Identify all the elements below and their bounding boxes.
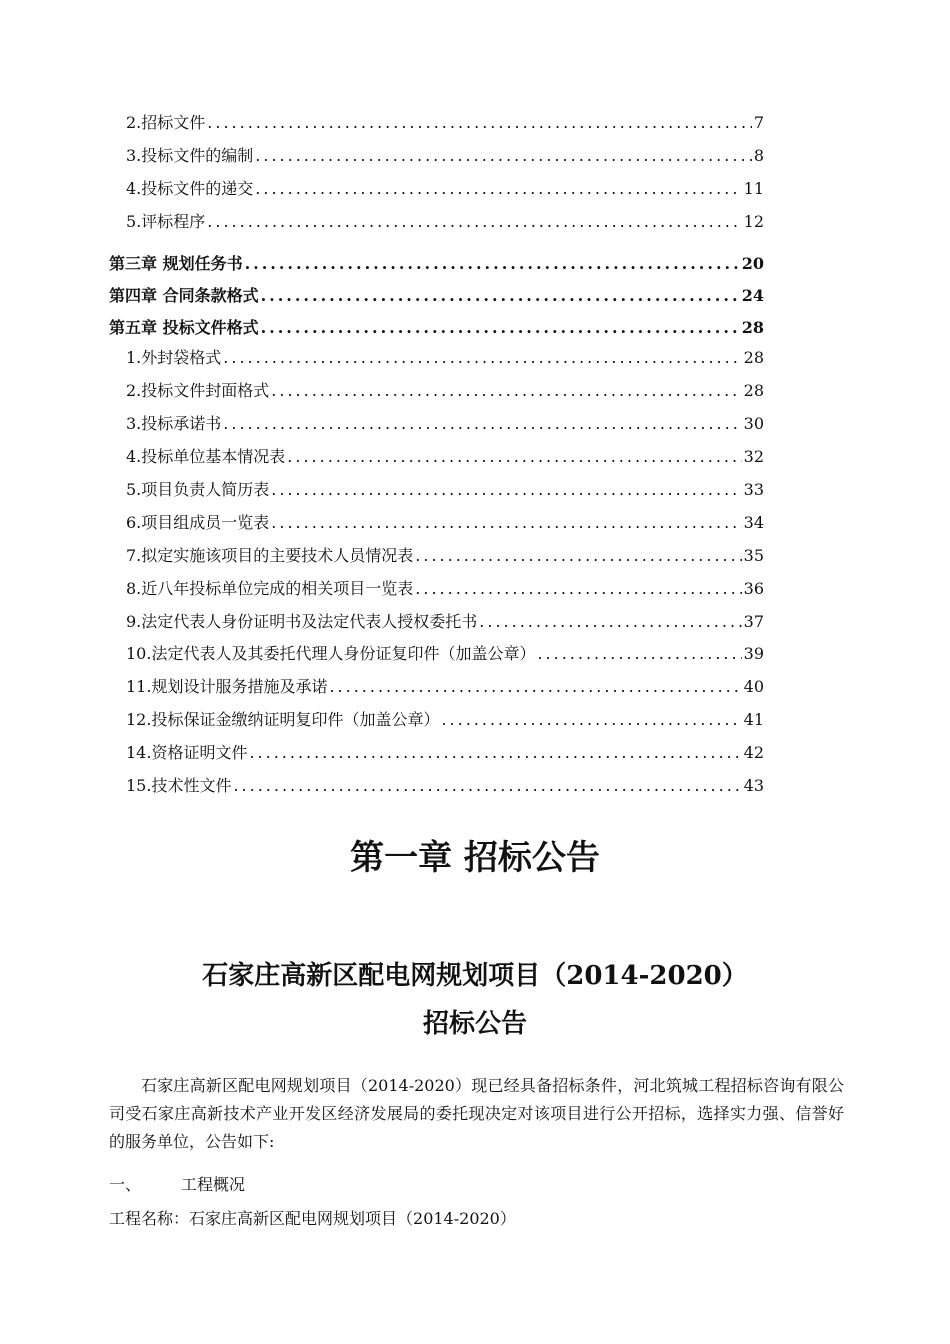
toc-entry[interactable] bbox=[126, 477, 764, 501]
toc-leader-dots bbox=[245, 254, 740, 273]
toc-entry-page: 28 bbox=[743, 381, 764, 400]
toc-leader-dots bbox=[415, 546, 741, 565]
toc-entry-page: 30 bbox=[743, 414, 764, 433]
toc-entry-page: 40 bbox=[743, 677, 764, 696]
toc-leader-dots bbox=[249, 743, 741, 762]
toc-entry-page: 28 bbox=[741, 318, 764, 337]
toc-entry-label: 3.投标承诺书 bbox=[126, 414, 222, 433]
toc-entry-page: 34 bbox=[743, 513, 764, 532]
toc-entry-label: 第四章 合同条款格式 bbox=[109, 286, 259, 305]
toc-entry-page: 12 bbox=[743, 212, 764, 231]
toc-entry-page: 43 bbox=[743, 776, 764, 795]
toc-chapter-entry[interactable] bbox=[109, 251, 764, 275]
toc-entry-label: 9.法定代表人身份证明书及法定代表人授权委托书 bbox=[126, 612, 478, 631]
toc-leader-dots bbox=[207, 212, 741, 231]
toc-entry-label: 7.拟定实施该项目的主要技术人员情况表 bbox=[126, 546, 414, 565]
toc-entry-label: 2.招标文件 bbox=[126, 113, 206, 132]
toc-entry-page: 41 bbox=[743, 710, 764, 729]
toc-entry-page: 32 bbox=[743, 447, 764, 466]
toc-entry[interactable] bbox=[126, 707, 764, 731]
toc-entry-label: 11.规划设计服务措施及承诺 bbox=[126, 677, 328, 696]
toc-entry[interactable] bbox=[126, 576, 764, 600]
project-name-value: 石家庄高新区配电网规划项目（2014-2020） bbox=[189, 1209, 516, 1228]
toc-leader-dots bbox=[261, 318, 740, 337]
toc-leader-dots bbox=[287, 447, 741, 466]
toc-entry[interactable] bbox=[126, 674, 764, 698]
section-title: 工程概况 bbox=[181, 1175, 246, 1194]
toc-entry-page: 20 bbox=[741, 254, 764, 273]
toc-entry-label: 12.投标保证金缴纳证明复印件（加盖公章） bbox=[126, 710, 440, 729]
toc-leader-dots bbox=[537, 644, 741, 663]
toc-entry-page: 11 bbox=[743, 179, 764, 198]
toc-leader-dots bbox=[271, 513, 741, 532]
chapter-title: 第一章 招标公告 bbox=[350, 838, 600, 878]
toc-entry-label: 5.项目负责人简历表 bbox=[126, 480, 270, 499]
toc-entry[interactable] bbox=[126, 773, 764, 797]
notice-title: 石家庄高新区配电网规划项目（2014-2020） bbox=[202, 961, 748, 991]
toc-leader-dots bbox=[223, 414, 741, 433]
toc-entry-page: 36 bbox=[743, 579, 764, 598]
toc-entry-page: 8 bbox=[753, 146, 764, 165]
toc-entry-label: 10.法定代表人及其委托代理人身份证复印件（加盖公章） bbox=[126, 644, 536, 663]
toc-entry-page: 7 bbox=[753, 113, 764, 132]
toc-entry[interactable] bbox=[126, 143, 764, 167]
toc-entry-label: 15.技术性文件 bbox=[126, 776, 232, 795]
toc-entry[interactable] bbox=[126, 345, 764, 369]
toc-leader-dots bbox=[223, 348, 741, 367]
toc-entry-label: 6.项目组成员一览表 bbox=[126, 513, 270, 532]
toc-entry[interactable] bbox=[126, 110, 764, 134]
toc-leader-dots bbox=[233, 776, 741, 795]
toc-entry-label: 2.投标文件封面格式 bbox=[126, 381, 270, 400]
toc-chapter-entry[interactable] bbox=[109, 315, 764, 339]
toc-entry[interactable] bbox=[126, 411, 764, 435]
toc-leader-dots bbox=[255, 179, 741, 198]
toc-entry[interactable] bbox=[126, 641, 764, 665]
project-name-line bbox=[109, 1206, 516, 1229]
toc-entry[interactable] bbox=[126, 444, 764, 468]
toc-entry[interactable] bbox=[126, 510, 764, 534]
toc-entry[interactable] bbox=[126, 609, 764, 633]
toc-entry-page: 33 bbox=[743, 480, 764, 499]
project-name-label: 工程名称： bbox=[109, 1209, 190, 1228]
toc-entry[interactable] bbox=[126, 543, 764, 567]
toc-entry-label: 第三章 规划任务书 bbox=[109, 254, 243, 273]
toc-entry-label: 4.投标文件的递交 bbox=[126, 179, 254, 198]
toc-leader-dots bbox=[415, 579, 741, 598]
toc-entry-page: 28 bbox=[743, 348, 764, 367]
toc-entry[interactable] bbox=[126, 740, 764, 764]
toc-leader-dots bbox=[255, 146, 752, 165]
notice-subtitle: 招标公告 bbox=[422, 1009, 527, 1039]
toc-entry-label: 3.投标文件的编制 bbox=[126, 146, 254, 165]
toc-entry-page: 35 bbox=[743, 546, 764, 565]
toc-leader-dots bbox=[207, 113, 752, 132]
toc-leader-dots bbox=[271, 480, 741, 499]
toc-entry-label: 14.资格证明文件 bbox=[126, 743, 248, 762]
toc-entry-page: 39 bbox=[743, 644, 764, 663]
section-heading bbox=[109, 1172, 245, 1195]
toc-entry[interactable] bbox=[126, 209, 764, 233]
intro-paragraph: 石家庄高新区配电网规划项目（2014-2020）现已经具备招标条件，河北筑城工程招标咨询有限公司受石家庄高新技术产业开发区经济发展局的委托现决定对该项目进行公开招标，选择实力强、信誉好的服务单位，公告如下: bbox=[109, 1076, 844, 1151]
toc-leader-dots bbox=[329, 677, 741, 696]
toc-leader-dots bbox=[441, 710, 741, 729]
toc-leader-dots bbox=[271, 381, 741, 400]
toc-entry-label: 8.近八年投标单位完成的相关项目一览表 bbox=[126, 579, 414, 598]
toc-leader-dots bbox=[261, 286, 740, 305]
toc-entry-label: 5.评标程序 bbox=[126, 212, 206, 231]
toc-entry[interactable] bbox=[126, 378, 764, 402]
toc-entry-label: 第五章 投标文件格式 bbox=[109, 318, 259, 337]
toc-entry-label: 4.投标单位基本情况表 bbox=[126, 447, 286, 466]
toc-entry-page: 24 bbox=[741, 286, 764, 305]
toc-entry-page: 42 bbox=[743, 743, 764, 762]
toc-entry-page: 37 bbox=[743, 612, 764, 631]
toc-entry[interactable] bbox=[126, 176, 764, 200]
toc-chapter-entry[interactable] bbox=[109, 283, 764, 307]
section-number: 一、 bbox=[109, 1175, 142, 1194]
toc-entry-label: 1.外封袋格式 bbox=[126, 348, 222, 367]
toc-leader-dots bbox=[479, 612, 741, 631]
